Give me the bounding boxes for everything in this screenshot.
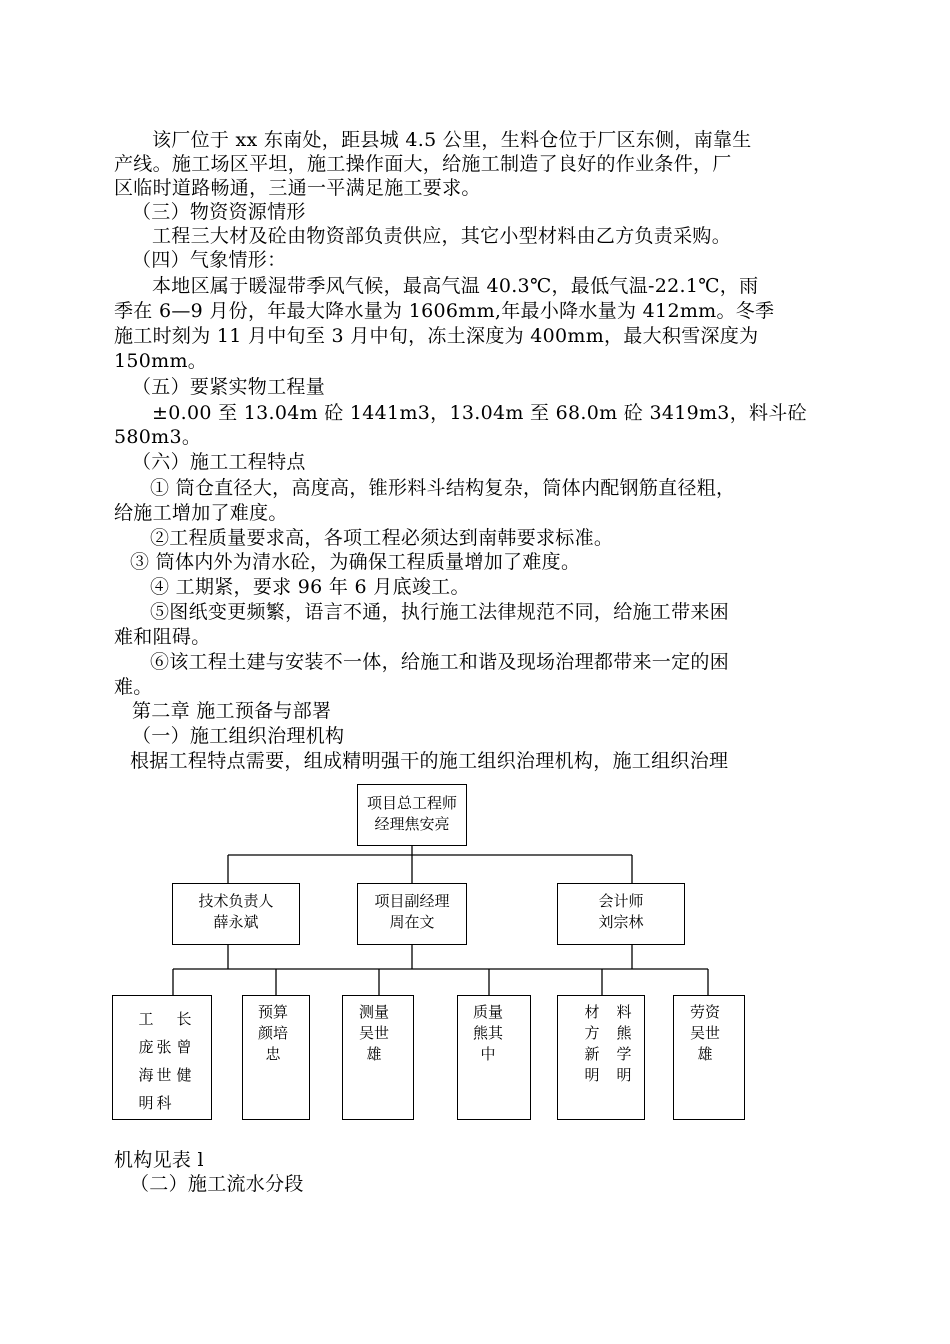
paragraph-line: 机构见表 l xyxy=(114,1149,204,1171)
section-heading: （六）施工工程特点 xyxy=(132,451,306,473)
org-box-deputy-manager xyxy=(357,883,467,945)
paragraph-line: 产线。施工场区平坦，施工操作面大，给施工制造了良好的作业条件，厂 xyxy=(114,153,732,175)
section-heading: （五）要紧实物工程量 xyxy=(132,376,326,398)
org-box-technical-lead xyxy=(172,883,300,945)
org-box-column: 材方新明 xyxy=(584,1003,600,1084)
org-box-column: 劳资吴世雄 xyxy=(689,1003,720,1063)
paragraph-line: ④ 工期紧，要求 96 年 6 月底竣工。 xyxy=(150,576,470,598)
section-heading: （四）气象情形： xyxy=(132,249,287,271)
org-box-column: 测量吴世雄 xyxy=(358,1003,389,1063)
org-box-person: 经理焦安亮 xyxy=(374,815,450,833)
org-box-column: 料熊学明 xyxy=(616,1003,632,1084)
paragraph-line: ±0.00 至 13.04m 砼 1441m3，13.04m 至 68.0m 砼 3419m3，料斗砼 xyxy=(152,402,807,424)
paragraph-line: 580m3。 xyxy=(114,426,202,448)
section-heading: （二）施工流水分段 xyxy=(130,1173,304,1195)
org-box-labor xyxy=(673,995,745,1120)
chapter-heading: 第二章 施工预备与部署 xyxy=(132,700,332,722)
paragraph-line: 该厂位于 xx 东南处，距县城 4.5 公里，生料仓位于厂区东侧，南靠生 xyxy=(152,129,752,151)
paragraph-line: 难和阻碍。 xyxy=(114,626,211,648)
org-box-quality xyxy=(457,995,531,1120)
paragraph-line: 工程三大材及砼由物资部负责供应，其它小型材料由乙方负责采购。 xyxy=(152,225,732,247)
org-box-column: 工庞海明 xyxy=(138,1010,154,1112)
paragraph-line: ③ 筒体内外为清水砼，为确保工程质量增加了难度。 xyxy=(130,551,581,573)
paragraph-line: ⑥该工程土建与安装不一体，给施工和谐及现场治理都带来一定的困 xyxy=(150,651,730,673)
org-box-budget xyxy=(242,995,310,1120)
paragraph-line: 施工时刻为 11 月中旬至 3 月中旬，冻土深度为 400mm，最大积雪深度为 xyxy=(114,325,759,347)
org-box-person: 薛永斌 xyxy=(213,913,259,931)
org-box-column: 长曾健 xyxy=(176,1010,192,1084)
paragraph-line: 难。 xyxy=(114,676,153,698)
paragraph-line: 给施工增加了难度。 xyxy=(114,502,288,524)
org-box-title: 会计师 xyxy=(598,892,644,910)
org-box-person: 刘宗林 xyxy=(598,913,644,931)
paragraph-line: ① 筒仓直径大，高度高，锥形料斗结构复杂，筒体内配钢筋直径粗， xyxy=(150,477,736,499)
org-box-title: 技术负责人 xyxy=(198,892,274,910)
paragraph-line: 150mm。 xyxy=(114,350,208,372)
org-box-title: 项目副经理 xyxy=(374,892,450,910)
section-heading: （一）施工组织治理机构 xyxy=(132,725,345,747)
org-box-column: 张世科 xyxy=(156,1038,172,1112)
org-box-survey xyxy=(342,995,414,1120)
paragraph-line: ⑤图纸变更频繁，语言不通，执行施工法律规范不同，给施工带来困 xyxy=(150,601,730,623)
paragraph-line: 本地区属于暖湿带季风气候，最高气温 40.3℃，最低气温-22.1℃，雨 xyxy=(152,275,759,297)
org-box-column: 预算颜培忠 xyxy=(257,1003,288,1063)
paragraph-line: ②工程质量要求高，各项工程必须达到南韩要求标准。 xyxy=(150,527,614,549)
org-box-chief-engineer xyxy=(357,784,467,846)
org-box-title: 项目总工程师 xyxy=(366,794,457,812)
org-box-column: 质量熊其中 xyxy=(472,1003,503,1063)
org-box-accountant xyxy=(557,883,685,945)
org-box-materials xyxy=(557,995,645,1120)
org-box-foreman xyxy=(112,995,212,1120)
paragraph-line: 季在 6—9 月份，年最大降水量为 1606mm,年最小降水量为 412mm。冬季 xyxy=(114,300,775,322)
paragraph-line: 根据工程特点需要，组成精明强干的施工组织治理机构，施工组织治理 xyxy=(130,750,729,772)
paragraph-line: 区临时道路畅通，三通一平满足施工要求。 xyxy=(114,177,481,199)
org-box-person: 周在文 xyxy=(389,913,435,931)
section-heading: （三）物资资源情形 xyxy=(132,201,306,223)
